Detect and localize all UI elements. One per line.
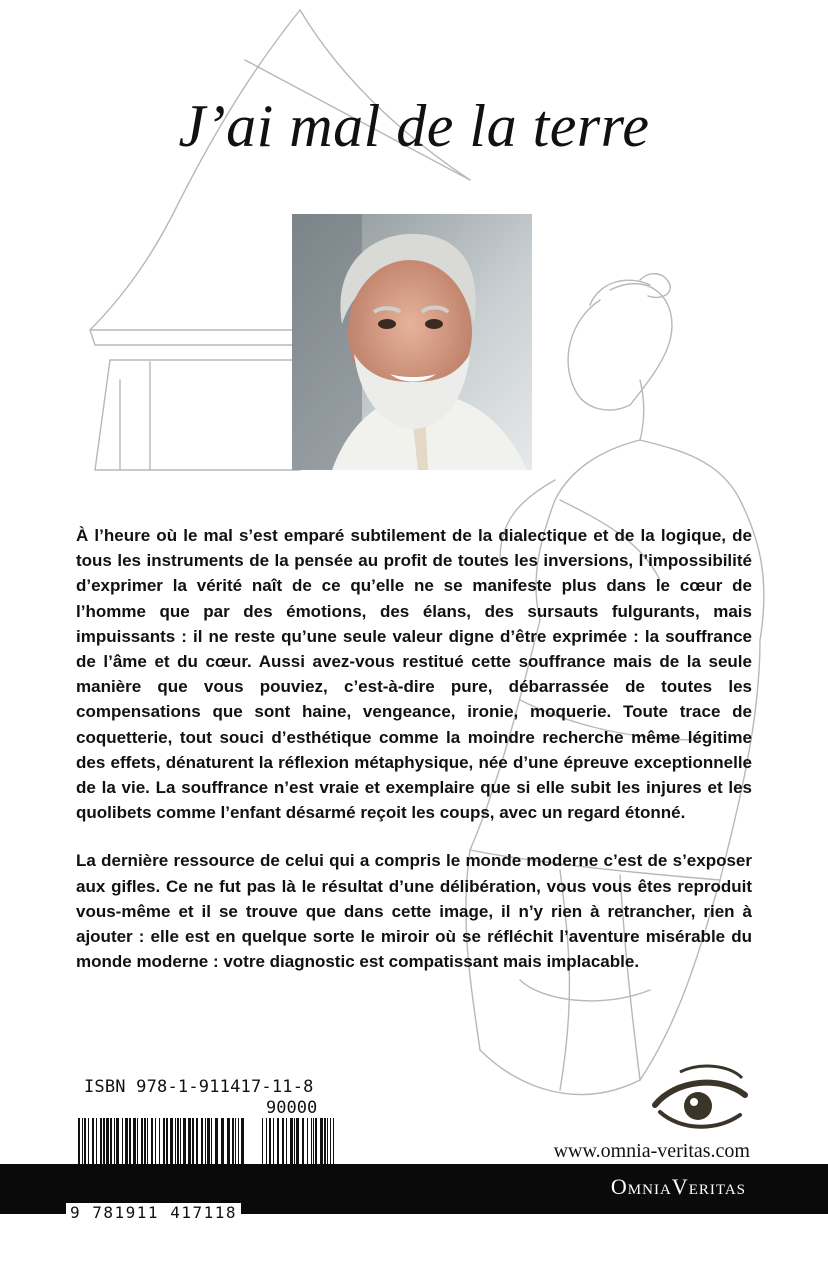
barcode-digits: 9 781911 417118 bbox=[66, 1203, 241, 1222]
publisher-name: OmniaVeritas bbox=[610, 1174, 746, 1199]
author-portrait bbox=[292, 214, 532, 470]
isbn-label: ISBN 978-1-911417-11-8 bbox=[84, 1077, 314, 1097]
book-title: J’ai mal de la terre bbox=[178, 93, 650, 159]
author-photo-icon bbox=[292, 214, 532, 470]
back-cover-text bbox=[76, 523, 752, 997]
publisher-url: www.omnia-veritas.com bbox=[553, 1140, 750, 1162]
eye-logo-icon bbox=[650, 1060, 750, 1140]
paragraph-1: À l’heure où le mal s’est emparé subtilement de la dialectique et de la logique, de tous les instruments de la pensée au profit de toutes les inversions, l’impossibilité d’exprimer la vérité naît de ce qu’elle ne se manifeste plus dans le cœur de l’homme que par des émotions, des élans, des sursauts fulgurants, mais impuissants : il ne reste qu’une seule valeur digne d’être exprimée : la souffrance de l’âme et du cœur. Aussi avez-vous restitué cette souffrance mais de la seule manière que vous pouviez, c’est-à-dire pure, débarrassée de toutes les compensations que sont haine, vengeance, ironie, moquerie. Toute trace de coquetterie, tout souci d’esthétique comme la moindre recherche même légitime des effets, dénaturent la réflexion métaphysique, née d’une épreuve exceptionnelle de la vie. La souffrance n’est vraie et exemplaire que si elle subit les injures et les quolibets comme l’enfant désarmé reçoit les coups, avec un regard étonné. bbox=[76, 526, 752, 823]
paragraph-2: La dernière ressource de celui qui a compris le monde moderne c’est de s’exposer aux gifles. Ce ne fut pas là le résultat d’une délibération, vous vous êtes reproduit vous-même et il se trouve que dans cette image, il n’y rien à retrancher, rien à ajouter : elle est en quelque sorte le miroir où se réfléchit l’aventure misérable du monde moderne : votre diagnostic est compatissant mais implacable. bbox=[76, 851, 752, 972]
price-code: 90000 bbox=[266, 1098, 318, 1118]
